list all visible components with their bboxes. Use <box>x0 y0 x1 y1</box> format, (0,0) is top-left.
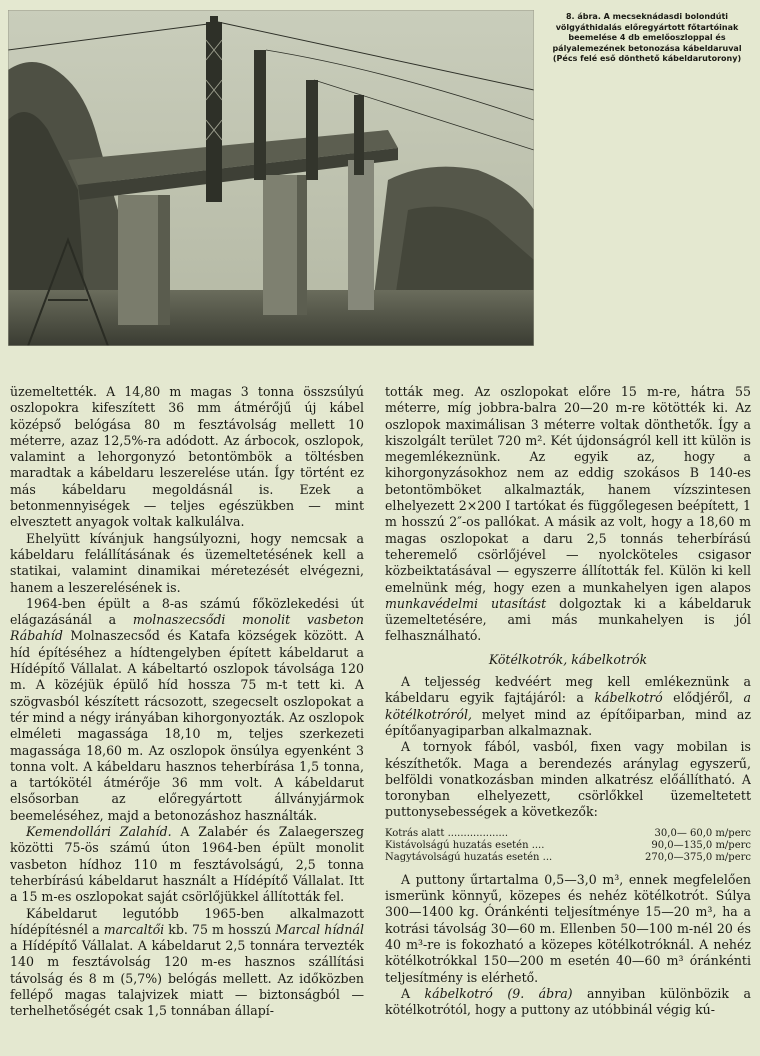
speed-label: Kotrás alatt ................... <box>385 827 509 839</box>
speed-table <box>385 828 751 864</box>
table-row <box>385 828 751 840</box>
bridge-construction-photo <box>8 10 534 346</box>
paragraph: A tornyok fából, vasból, fixen vagy mobilan is készíthetők. Maga a berendezés aránylag egyszerű, belföldi vonatkozásban minden alkatrész előállítható. A toronyban elhelyezett, csörlőkkel üzemeltetett puttonysebességek a következők: <box>385 739 751 820</box>
paragraph: Kábeldarut legutóbb 1965-ben alkalmazott hídépítésnél a marcaltői kb. 75 m hosszú Marcal hídnál a Hídépítő Vállalat. A kábeldarut 2,5 tonnára tervezték 140 m fesztávolság 120 m-es hasznos szállítási távolság és 8 m (5,7%) belógás mellett. Az időközben fellépő magas talajvizek miatt — biztonságból — terhelhetőségét csak 1,5 tonnában állapí- <box>10 905 364 1019</box>
table-row <box>385 852 751 864</box>
speed-value: 30,0— 60,0 m/perc <box>654 827 751 839</box>
speed-value: 270,0—375,0 m/perc <box>645 851 751 863</box>
speed-value: 90,0—135,0 m/perc <box>651 839 751 851</box>
paragraph: üzemeltették. A 14,80 m magas 3 tonna összsúlyú oszlopokra kifeszített 36 mm átmérőjű új kábel középső belógása 80 m fesztávolság mellett 10 méterre, azaz 12,5%-ra adódott. Az árbocok, oszlopok, valamint a lehorgonyzó betontömbök a töltésben maradtak a kábeldaru leszerelése után. Így történt ez más kábeldaru megoldásnál is. Ezek a betonmennyiségek — teljes egészükben — mint elvesztett anyagok voltak kalkulálva. <box>10 384 364 530</box>
paragraph: A teljesség kedvéért meg kell emlékeznünk a kábeldaru egyik fajtájáról: a kábelkotró elődjéről, a kötélkotróról, melyet mind az építőiparban, mind az építőanyagiparban alkalmaznak. <box>385 674 751 738</box>
paragraph: A puttony űrtartalma 0,5—3,0 m³, ennek megfelelően ismerünk könnyű, közepes és nehéz kötélkotrót. Súlya 300—1400 kg. Óránkénti teljesítménye 15—20 m³, ha a kotrási távolság 30—60 m. Ellenben 50—100 m-nél 20 és 40 m³-re is fokozható a közepes kötélkotróknál. A nehéz kötélkotrókkal 150—200 m esetén 40—60 m³ óránkénti teljesítmény is elérhető. <box>385 871 751 985</box>
paragraph: 1964-ben épült a 8-as számú főközlekedési út elágazásánál a molnaszecsődi monolit vasbeton Rábahíd Molnaszecsőd és Katafa községek között. A híd építéséhez a hídtengelyben épített kábeldarut a Hídépítő Vállalat. A kábeltartó oszlopok távolsága 120 m. A közéjük épülő híd hossza 75 m-t tett ki. A szögvasból készített rácsozott, szegecselt oszlopokat a tér mind a négy irányában kihorgonyozták. Az oszlopok elméleti magassága 18,10 m, teljes szerkezeti magassága 18,60 m. Az oszlopok önsúlya egyenként 3 tonna volt. A kábeldaru hasznos teherbírása 1,5 tonna, a tartókötél átmérője 36 mm volt. A kábeldarut elsősorban az előregyártott állványjármok beemeléséhez, majd a betonozáshoz használták. <box>10 595 364 823</box>
table-row <box>385 840 751 852</box>
figure-caption: 8. ábra. A mecseknádasdi bolondúti völgyáthidalás előregyártott főtartóinak beemelése 4 db emelőoszloppal és pályalemezének betonozása kábeldaruval (Pécs felé eső dönthető kábeldarutorony) <box>552 12 742 63</box>
paragraph: tották meg. Az oszlopokat előre 15 m-re, hátra 55 méterre, míg jobbra-balra 20—20 m-re kötötték ki. Az oszlopok maximálisan 3 méterre voltak dönthetők. Így a kiszolgált terület 720 m². Két újdonságról kell itt külön is megemlékeznünk. Az egyik az, hogy a kihorgonyzásokhoz nem az eddig szokásos B 140-es betontömböket alkalmazták, hanem vízszintesen elhelyezett 2×200 I tartókat és függőlegesen beépített, 1 m hosszú 2″-os pallókat. A másik az volt, hogy a 18,60 m magas oszlopokat a daru 2,5 tonnás teherbírású teheremelő csörlőjével — nyolcköteles csigasor közbeiktatásával — egyszerre állították fel. Külön ki kell emelnünk még, hogy ezen a munkahelyen igen alapos munkavédelmi utasítást dolgoztak ki a kábeldaruk üzemeltetésére, ami más munkahelyen is jól felhasználható. <box>385 384 751 644</box>
speed-label: Nagytávolságú huzatás esetén ... <box>385 851 553 863</box>
left-column <box>10 384 364 1056</box>
paragraph: A kábelkotró (9. ábra) annyiban különbözik a kötélkotrótól, hogy a puttony az utóbbinál végig kú- <box>385 985 751 1018</box>
speed-label: Kistávolságú huzatás esetén .... <box>385 839 545 851</box>
paragraph: Ehelyütt kívánjuk hangsúlyozni, hogy nemcsak a kábeldaru felállításának és üzemeltetésének kell a statikai, valamint dinamikai méretezését elvégezni, hanem a leszerelésének is. <box>10 530 364 595</box>
right-column <box>385 384 751 1056</box>
section-heading: Kötélkotrók, kábelkotrók <box>488 651 648 667</box>
paragraph: Kemendollári Zalahíd. A Zalabér és Zalaegerszeg közötti 75-ös számú úton 1964-ben épült monolit vasbeton hídhoz 110 m fesztávolságú, 2,5 tonna teherbírású kábeldarut használt a Hídépítő Vállalat. Itt a 15 m-es oszlopokat saját csörlőjükkel állították fel. <box>10 824 364 905</box>
